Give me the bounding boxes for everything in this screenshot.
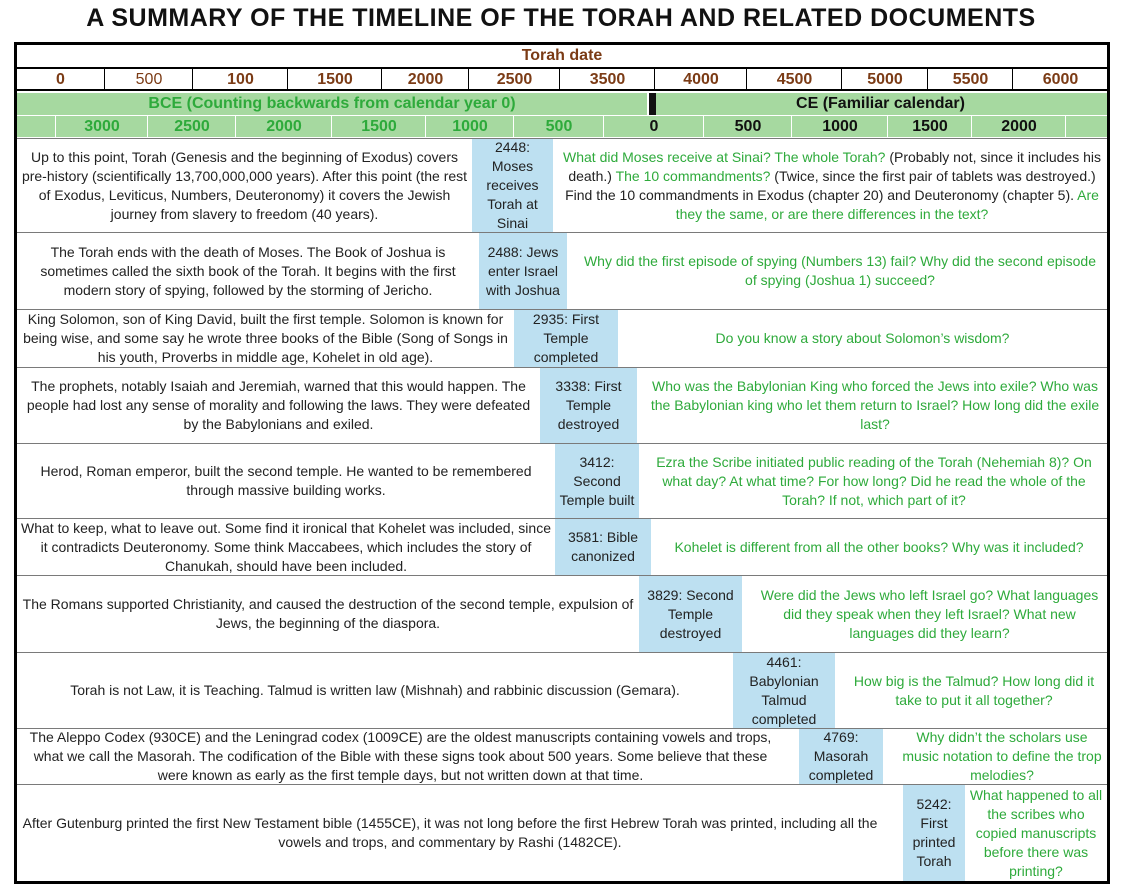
question-note: (Twice, since the first pair of tablets was destroyed.) Find the 10 commandments in Exodus (chapter 20) and Deuteronomy (chapter 5). (565, 167, 1096, 203)
torah-scale-tick: 3500 (559, 69, 655, 89)
torah-scale-tick: 2000 (381, 69, 469, 89)
event-description: Herod, Roman emperor, built the second temple. He wanted to be remembered through massive building works. (40, 463, 532, 498)
torah-scale-tick: 6000 (1012, 69, 1108, 89)
timeline-event-row (17, 367, 1107, 443)
event-date: 3581: Bible canonized (555, 519, 651, 575)
calendar-scale-tick: 500 (703, 116, 792, 137)
question-highlight: The 10 commandments? (615, 167, 771, 184)
torah-scale-tick: 1500 (287, 69, 382, 89)
torah-scale-tick: 500 (104, 69, 193, 89)
event-date: 2448: Moses receives Torah at Sinai (472, 139, 553, 232)
event-question: Who was the Babylonian King who forced the Jews into exile? Who was the Babylonian king who let them return to Israel? How long did the exile last? (650, 378, 1100, 432)
event-date: 5242: First printed Torah (903, 785, 965, 881)
timeline-event-row (17, 575, 1107, 652)
event-description: The Aleppo Codex (930CE) and the Leningrad codex (1009CE) are the oldest manuscripts containing vowels and trops, what we call the Masorah. The codification of the Bible with these signs took about 500 years. Some believe that these were known as early as the first temple days, but not written down at that time. (29, 729, 772, 783)
calendar-scale-row (17, 115, 1107, 137)
event-question: Do you know a story about Solomon’s wisdom? (715, 330, 1010, 346)
torah-scale-tick: 5500 (927, 69, 1013, 89)
page-title: A SUMMARY OF THE TIMELINE OF THE TORAH AND RELATED DOCUMENTS (86, 4, 1036, 32)
torah-scale-row (17, 67, 1107, 91)
event-description: The Torah ends with the death of Moses. The Book of Joshua is sometimes called the sixth book of the Torah. It begins with the first modern story of spying, followed by the storming of Jericho. (40, 243, 456, 298)
calendar-scale-tick: 2500 (147, 116, 236, 137)
event-description: King Solomon, son of King David, built the first temple. Solomon is known for being wise, and some say he wrote three books of the Bible (Song of Songs in his youth, Proverbs in middle age, Kohelet in old age). (23, 311, 508, 365)
torah-scale-tick: 0 (56, 71, 65, 88)
calendar-scale-tick: 1000 (425, 116, 514, 137)
calendar-scale-tick: 3000 (55, 116, 148, 137)
event-question: Were did the Jews who left Israel go? What languages did they speak when they left Israel? What new languages did they learn? (760, 586, 1099, 641)
event-question: Why did the first episode of spying (Numbers 13) fail? Why did the second episode of spying (Joshua 1) succeed? (583, 253, 1097, 288)
event-description: After Gutenburg printed the first New Testament bible (1455CE), it was not long before the first Hebrew Torah was printed, including all the vowels and trops, and commentary by Rashi (1482CE). (22, 815, 878, 850)
event-description: What to keep, what to leave out. Some find it ironical that Kohelet was included, since it contradicts Deuteronomy. Some think Maccabees, which includes the story of Chanukah, should have been included. (21, 519, 551, 574)
calendar-scale-tick: 2000 (235, 116, 332, 137)
timeline-event-row (17, 784, 1107, 881)
timeline-event-row (17, 138, 1107, 232)
timeline-event-row (17, 443, 1107, 518)
torah-scale-tick: 2500 (468, 69, 560, 89)
calendar-scale-spacer (1065, 116, 1108, 137)
event-date: 4769: Masorah completed (799, 729, 883, 784)
timeline-event-row (17, 518, 1107, 575)
torah-scale-tick: 5000 (841, 69, 928, 89)
calendar-scale-tick: 1500 (331, 116, 426, 137)
event-date: 3338: First Temple destroyed (540, 368, 637, 443)
timeline-event-row (17, 652, 1107, 728)
event-date: 2488: Jews enter Israel with Joshua (479, 233, 567, 309)
torah-scale-tick: 4000 (654, 69, 747, 89)
event-date: 3829: Second Temple destroyed (639, 576, 742, 652)
era-row (17, 93, 1107, 115)
torah-scale-tick: 4500 (746, 69, 842, 89)
calendar-scale-spacer (17, 116, 55, 137)
event-date: 4461: Babylonian Talmud completed (733, 653, 835, 728)
event-question: Why didn’t the scholars use music notation to define the trop melodies? (902, 729, 1102, 783)
event-description: The prophets, notably Isaiah and Jeremiah, warned that this would happen. The people had lost any sense of morality and following the laws. They were defeated by the Babylonians and exiled. (26, 378, 531, 432)
era-ce-label: CE (Familiar calendar) (796, 95, 965, 112)
event-question (557, 139, 1107, 232)
torah-scale-tick: 100 (192, 69, 288, 89)
timeline-event-row (17, 309, 1107, 367)
calendar-scale-tick: 2000 (971, 116, 1066, 137)
event-question: Ezra the Scribe initiated public reading of the Torah (Nehemiah 8)? On what day? At what time? For how long? Did he read the whole of the Torah? If not, which part of it? (656, 453, 1092, 508)
question-note: (Probably not, since it includes his death.) (568, 148, 1101, 184)
era-bce-label: BCE (Counting backwards from calendar year 0) (148, 95, 516, 112)
event-date: 2935: First Temple completed (514, 310, 618, 367)
calendar-scale-tick: 500 (513, 116, 604, 137)
calendar-scale-tick: 0 (603, 116, 704, 137)
event-date: 3412: Second Temple built (555, 444, 639, 518)
event-description: Up to this point, Torah (Genesis and the beginning of Exodus) covers pre-history (scientifically 13,700,000,000 years). After this point (the rest of Exodus, Leviticus, Numbers, Deuteronomy) it covers the Jewish journey from slavery to freedom (40 years). (21, 148, 468, 222)
timeline-event-row (17, 728, 1107, 784)
timeline-event-row (17, 232, 1107, 309)
calendar-scale-tick: 1000 (791, 116, 888, 137)
question-highlight: What did Moses receive at Sinai? The whole Torah? (563, 148, 886, 165)
torah-date-header: Torah date (521, 47, 603, 64)
calendar-scale-tick: 1500 (887, 116, 972, 137)
event-description: The Romans supported Christianity, and caused the destruction of the second temple, expulsion of Jews, the beginning of the diaspora. (22, 596, 634, 631)
event-question: How big is the Talmud? How long did it take to put it all together? (853, 672, 1095, 708)
event-question: Kohelet is different from all the other books? Why was it included? (674, 538, 1084, 555)
event-question: What happened to all the scribes who copied manuscripts before there was printing? (969, 786, 1103, 879)
event-description: Torah is not Law, it is Teaching. Talmud is written law (Mishnah) and rabbinic discussion (Gemara). (70, 682, 680, 698)
question-highlight: Are they the same, or are there differences in the text? (675, 186, 1099, 222)
